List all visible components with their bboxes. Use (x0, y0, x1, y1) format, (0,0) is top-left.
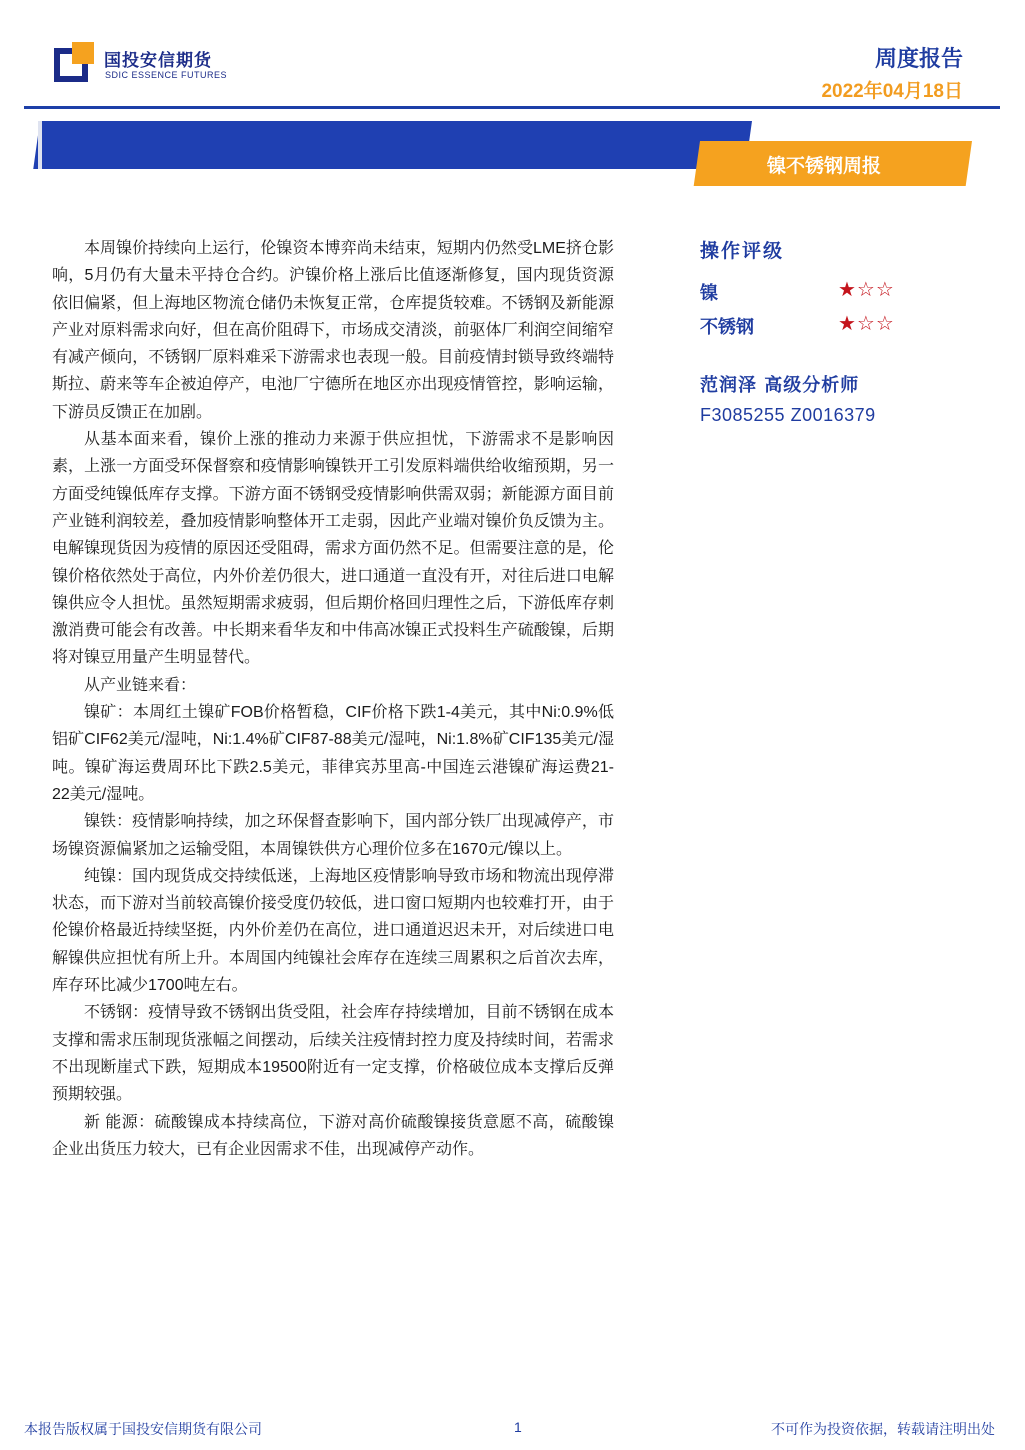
header-divider (24, 106, 1000, 109)
rating-sidebar (700, 236, 1000, 426)
star-rating-icon: ★☆☆ (838, 279, 895, 301)
body-paragraph: 从产业链来看： (84, 676, 197, 694)
body-paragraph: 纯镍：国内现货成交持续低迷，上海地区疫情影响导致市场和物流出现停滞状态，而下游对当前较高镍价接受度仍较低，进口窗口短期内也较难打开，由于伦镍价格最近持续坚挺，内外价差仍在高位，进口通道迟迟未开，对后续进口电解镍供应担忧有所上升。本周国内纯镍社会库存在连续三周累积之后首次去库，库存环比减少1700吨左右。 (52, 867, 614, 995)
analyst-license: F3085255 Z0016379 (700, 405, 876, 425)
body-paragraph: 镍矿：本周红土镍矿FOB价格暂稳，CIF价格下跌1-4美元，其中Ni:0.9%低铝矿CIF62美元/湿吨，Ni:1.4%矿CIF87-88美元/湿吨，Ni:1.8%矿CIF135美元/湿吨。镍矿海运费周环比下跌2.5美元，菲律宾苏里高-中国连云港镍矿海运费21-22美元/湿吨。 (52, 704, 614, 803)
page-number: 1 (514, 1419, 522, 1435)
rating-row-stainless (700, 307, 1000, 341)
body-paragraph: 本周镍价持续向上运行，伦镍资本博弈尚未结束，短期内仍然受LME挤仓影响，5月仍有大量未平持仓合约。沪镍价格上涨后比值逐渐修复，国内现货资源依旧偏紧，但上海地区物流仓储仍未恢复正常，仓库提货较难。不锈钢及新能源产业对原料需求向好，但在高价阻碍下，市场成交清淡，前驱体厂利润空间缩窄有减产倾向，不锈钢厂原料难采下游需求也表现一般。目前疫情封锁导致终端特斯拉、蔚来等车企被迫停产，电池厂宁德所在地区亦出现疫情管控，影响运输，下游员反馈正在加剧。 (52, 240, 614, 421)
rating-row-nickel (700, 273, 1000, 307)
company-name-cn: 国投安信期货 (104, 51, 212, 70)
company-logo-icon (54, 42, 94, 82)
rating-label: 不锈钢 (700, 317, 754, 338)
company-logo (54, 42, 234, 88)
rating-label: 镍 (700, 283, 718, 304)
body-paragraph: 新 能源：硫酸镍成本持续高位，下游对高价硫酸镍接货意愿不高，硫酸镍企业出货压力较大，已有企业因需求不佳，出现减停产动作。 (52, 1113, 614, 1158)
report-body (52, 235, 614, 1163)
body-paragraph: 从基本面来看，镍价上涨的推动力来源于供应担忧，下游需求不是影响因素，上涨一方面受环保督察和疫情影响镍铁开工引发原料端供给收缩预期，另一方面受纯镍低库存支撑。下游方面不锈钢受疫情影响供需双弱；新能源方面目前产业链利润较差，叠加疫情影响整体开工走弱，因此产业端对镍价负反馈为主。电解镍现货因为疫情的原因还受阻碍，需求方面仍然不足。但需要注意的是，伦镍价格依然处于高位，内外价差仍很大，进口通道一直没有开，对往后进口电解镍供应令人担忧。虽然短期需求疲弱，但后期价格回归理性之后，下游低库存刺激消费可能会有改善。中长期来看华友和中伟高冰镍正式投料生产硫酸镍，后期将对镍豆用量产生明显替代。 (52, 431, 614, 667)
star-rating-icon: ★☆☆ (838, 313, 895, 335)
report-title: 镍不锈钢周报 (767, 156, 882, 177)
rating-title: 操作评级 (700, 240, 785, 262)
footer-disclaimer: 不可作为投资依据，转载请注明出处 (771, 1421, 995, 1437)
body-paragraph: 不锈钢：疫情导致不锈钢出货受阻，社会库存持续增加，目前不锈钢在成本支撑和需求压制现货涨幅之间摆动，后续关注疫情封控力度及持续时间，若需求不出现断崖式下跌，短期成本19500附近有一定支撑，价格破位成本支撑后反弹预期较强。 (52, 1004, 614, 1104)
footer-copyright: 本报告版权属于国投安信期货有限公司 (24, 1421, 262, 1437)
analyst-name: 范润泽 高级分析师 (700, 375, 860, 396)
title-banner-blue (33, 121, 752, 169)
company-name-en: SDIC ESSENCE FUTURES (105, 70, 228, 80)
report-date: 2022年04月18日 (821, 81, 963, 102)
report-type: 周度报告 (874, 46, 963, 71)
title-banner-stripe (38, 121, 42, 169)
body-paragraph: 镍铁：疫情影响持续，加之环保督查影响下，国内部分铁厂出现减停产，市场镍资源偏紧加之运输受阻，本周镍铁供方心理价位多在1670元/镍以上。 (52, 813, 614, 858)
